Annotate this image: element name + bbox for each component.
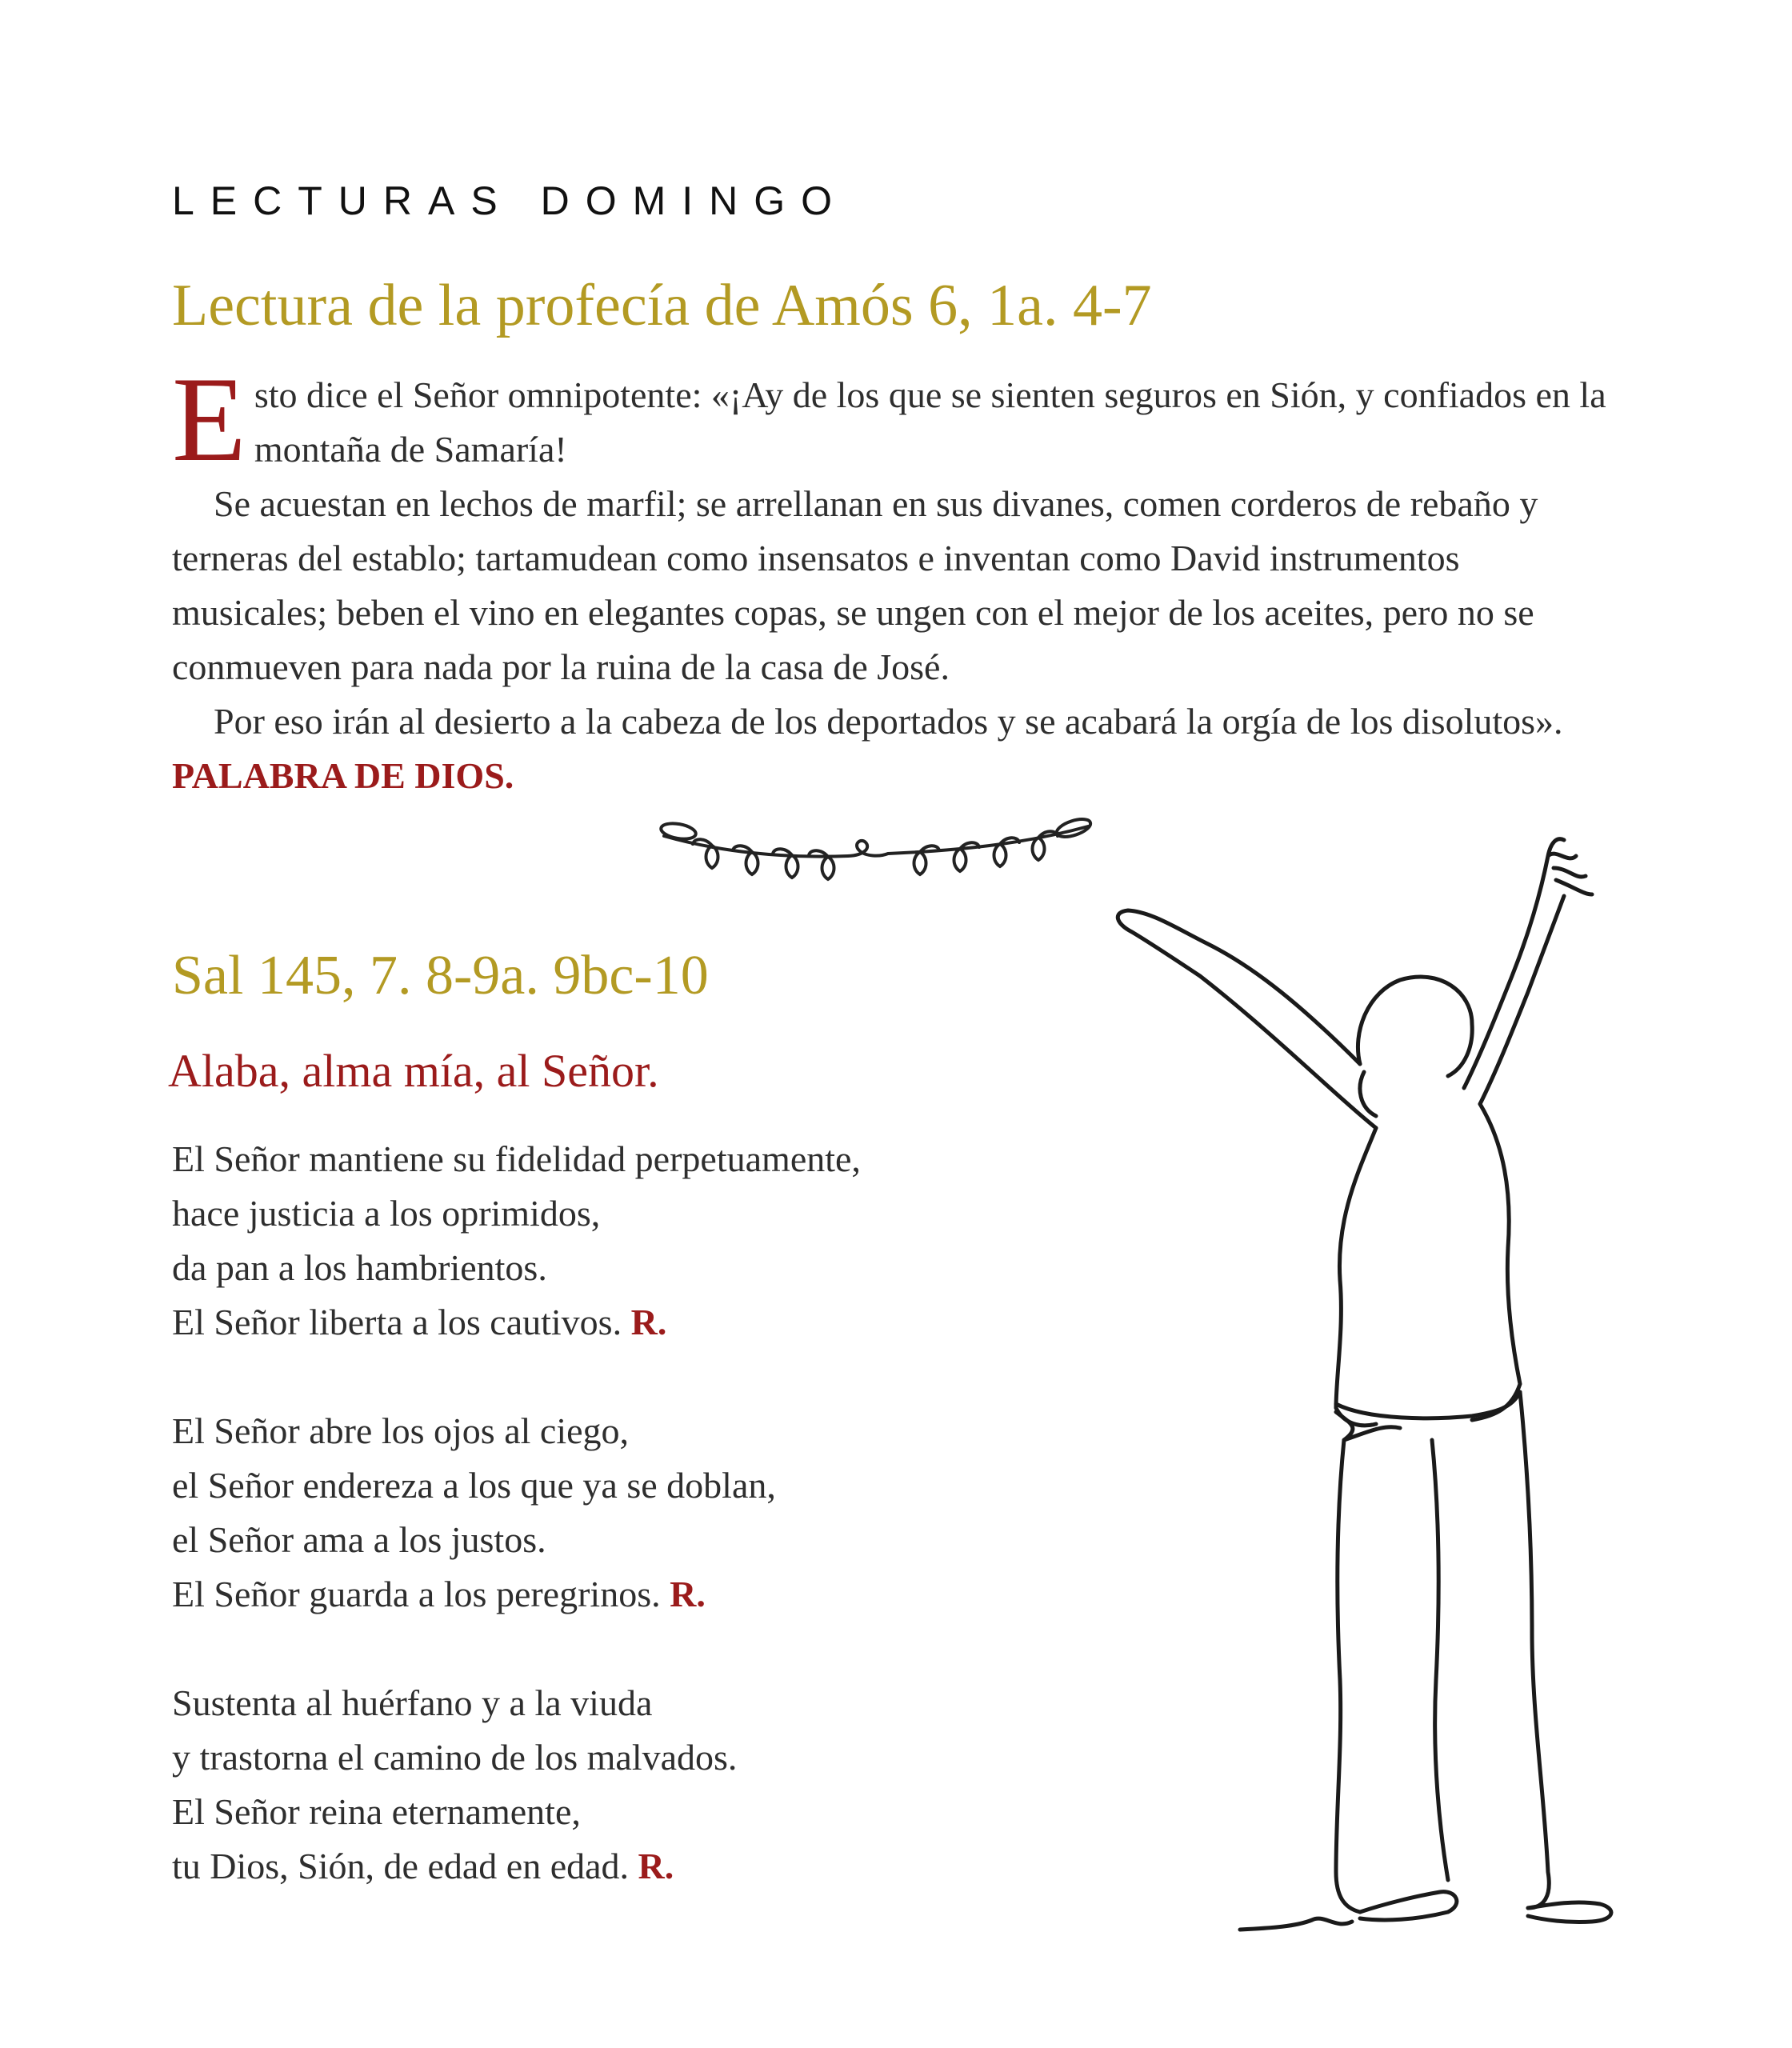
stanza-line: el Señor endereza a los que ya se doblan, <box>172 1465 776 1506</box>
section-label: LECTURAS DOMINGO <box>172 178 849 223</box>
stanza-line <box>172 1295 861 1350</box>
stanza-line: Sustenta al huérfano y a la viuda <box>172 1682 653 1723</box>
stanza-line <box>172 1839 737 1894</box>
response-marker: R. <box>670 1574 706 1614</box>
drop-cap: E <box>172 352 246 486</box>
reading-paragraph-3 <box>172 694 1620 803</box>
reading-text-3: Por eso irán al desierto a la cabeza de los deportados y se acabará la orgía de los disolutos». <box>214 701 1563 742</box>
stanza-line: El Señor mantiene su fidelidad perpetuamente, <box>172 1138 861 1179</box>
stanza-line-text: tu Dios, Sión, de edad en edad. <box>172 1846 630 1886</box>
stanza-line-text: El Señor liberta a los cautivos. <box>172 1302 622 1342</box>
first-reading-body <box>172 352 1620 803</box>
stanza-line-text: El Señor guarda a los peregrinos. <box>172 1574 661 1614</box>
psalm-stanza-3 <box>172 1676 737 1894</box>
stanza-line: hace justicia a los oprimidos, <box>172 1193 601 1234</box>
stanza-line: el Señor ama a los justos. <box>172 1519 546 1560</box>
psalm-stanza-2 <box>172 1404 776 1622</box>
stanza-line: El Señor reina eternamente, <box>172 1791 581 1832</box>
response-marker: R. <box>638 1846 674 1886</box>
stanza-line: da pan a los hambrientos. <box>172 1247 547 1288</box>
stanza-line: El Señor abre los ojos al ciego, <box>172 1410 630 1451</box>
leaf-vine-divider-icon <box>656 812 1104 900</box>
reading-paragraph-1 <box>172 352 1620 486</box>
stanza-line <box>172 1567 776 1622</box>
psalm-stanza-1 <box>172 1132 861 1350</box>
stanza-line: y trastorna el camino de los malvados. <box>172 1737 738 1778</box>
person-raising-arms-illustration-icon <box>1096 832 1672 1936</box>
reading-text-1: sto dice el Señor omnipotente: «¡Ay de los que se sienten seguros en Sión, y confiados en la montaña de Samaría! <box>254 374 1606 470</box>
reading-paragraph-2 <box>172 477 1620 694</box>
word-of-god-closing: PALABRA DE DIOS. <box>172 755 514 796</box>
response-marker: R. <box>630 1302 667 1342</box>
psalm-refrain: Alaba, alma mía, al Señor. <box>168 1045 659 1097</box>
reading-text-2: Se acuestan en lechos de marfil; se arrellanan en sus divanes, comen corderos de rebaño y terneras del establo; tartamudean como insensatos e inventan como David instrumentos musicales; beben el vino en elegantes copas, se ungen con el mejor de los aceites, pero no se conmueven para nada por la ruina de la casa de José. <box>172 483 1538 687</box>
psalm-title: Sal 145, 7. 8-9a. 9bc-10 <box>172 945 709 1006</box>
first-reading-title: Lectura de la profecía de Amós 6, 1a. 4-7 <box>172 273 1152 338</box>
